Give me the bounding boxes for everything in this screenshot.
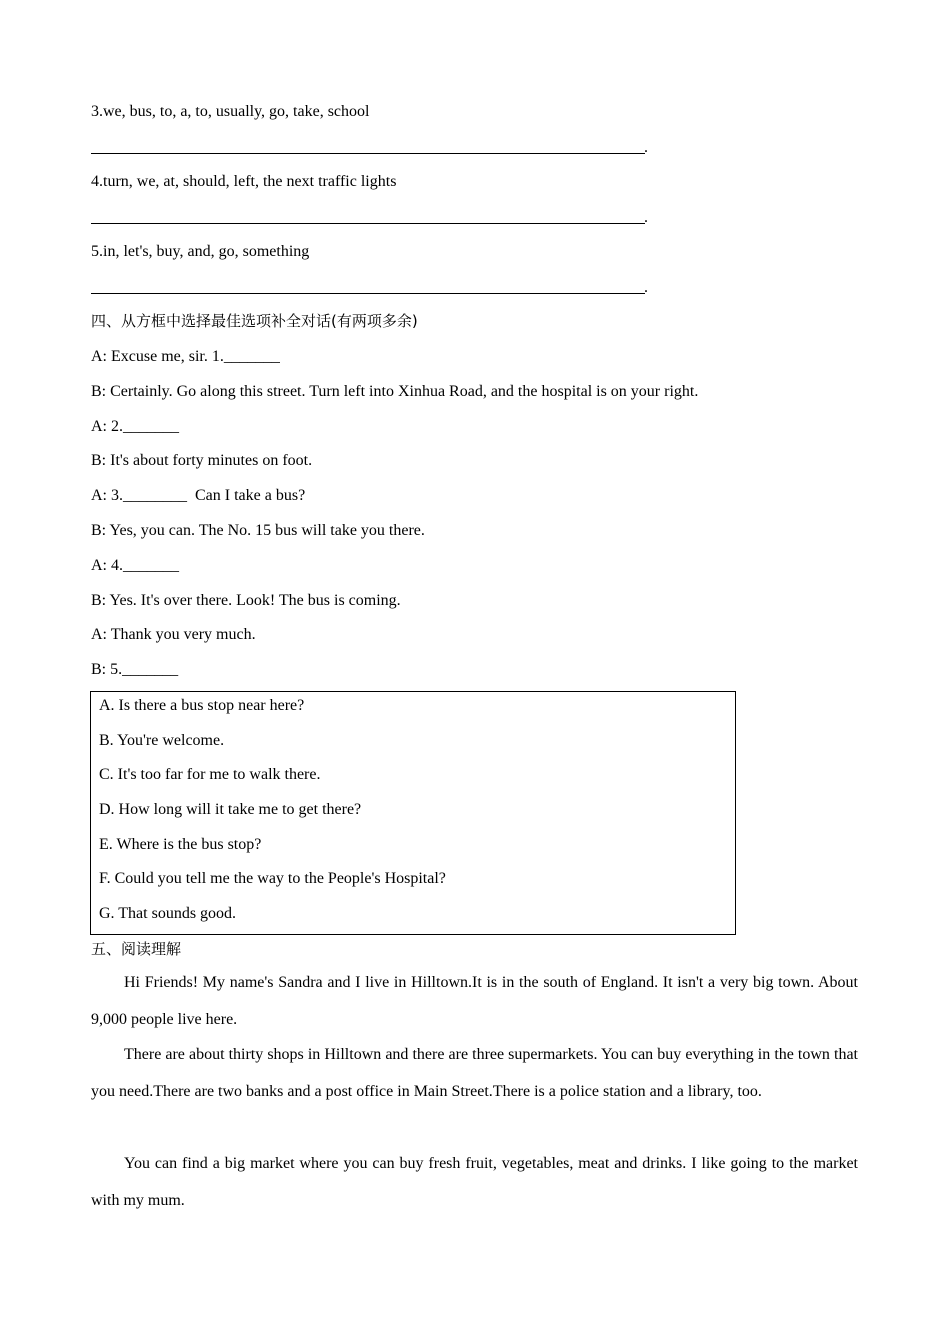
option-g[interactable]: G. That sounds good. <box>99 905 237 922</box>
section-5-heading: 五、阅读理解 <box>91 940 182 958</box>
dialogue-line-9: A: Thank you very much. <box>91 626 256 643</box>
dialogue-line-5: A: 3.________ Can I take a bus? <box>91 487 306 504</box>
reading-paragraph-2: There are about thirty shops in Hilltown and there are three supermarkets. You can buy everything in the town that you need.There are two banks and a post office in Main Street.There is a police station and a library, too. <box>91 1046 858 1100</box>
question-5-answer-line[interactable] <box>91 293 645 294</box>
option-d[interactable]: D. How long will it take me to get there? <box>99 801 362 818</box>
question-3-prompt: 3.we, bus, to, a, to, usually, go, take, school <box>91 103 370 120</box>
reading-paragraph-1: Hi Friends! My name's Sandra and I live in Hilltown.It is in the south of England. It isn't a very big town. About 9,000 people live here. <box>91 974 858 1028</box>
reading-paragraph-3: You can find a big market where you can buy fresh fruit, vegetables, meat and drinks. I like going to the market with my mum. <box>91 1155 858 1209</box>
question-4-period: . <box>644 209 648 226</box>
dialogue-line-6: B: Yes, you can. The No. 15 bus will take you there. <box>91 522 425 539</box>
question-3-answer-line[interactable] <box>91 153 645 154</box>
option-e[interactable]: E. Where is the bus stop? <box>99 836 262 853</box>
question-3-period: . <box>644 139 648 156</box>
options-box <box>90 691 736 935</box>
option-c[interactable]: C. It's too far for me to walk there. <box>99 766 321 783</box>
dialogue-line-4: B: It's about forty minutes on foot. <box>91 452 313 469</box>
question-5-period: . <box>644 279 648 296</box>
question-4-prompt: 4.turn, we, at, should, left, the next traffic lights <box>91 173 397 190</box>
section-4-heading: 四、从方框中选择最佳选项补全对话(有两项多余) <box>91 312 418 330</box>
dialogue-line-7: A: 4._______ <box>91 557 179 574</box>
dialogue-line-10: B: 5._______ <box>91 661 179 678</box>
dialogue-line-8: B: Yes. It's over there. Look! The bus is coming. <box>91 592 401 609</box>
option-a[interactable]: A. Is there a bus stop near here? <box>99 697 305 714</box>
dialogue-line-1: A: Excuse me, sir. 1._______ <box>91 348 280 365</box>
dialogue-line-3: A: 2._______ <box>91 418 179 435</box>
option-f[interactable]: F. Could you tell me the way to the People's Hospital? <box>99 870 446 887</box>
question-5-prompt: 5.in, let's, buy, and, go, something <box>91 243 310 260</box>
dialogue-line-2: B: Certainly. Go along this street. Turn left into Xinhua Road, and the hospital is on your right. <box>91 383 699 400</box>
question-4-answer-line[interactable] <box>91 223 645 224</box>
option-b[interactable]: B. You're welcome. <box>99 732 225 749</box>
